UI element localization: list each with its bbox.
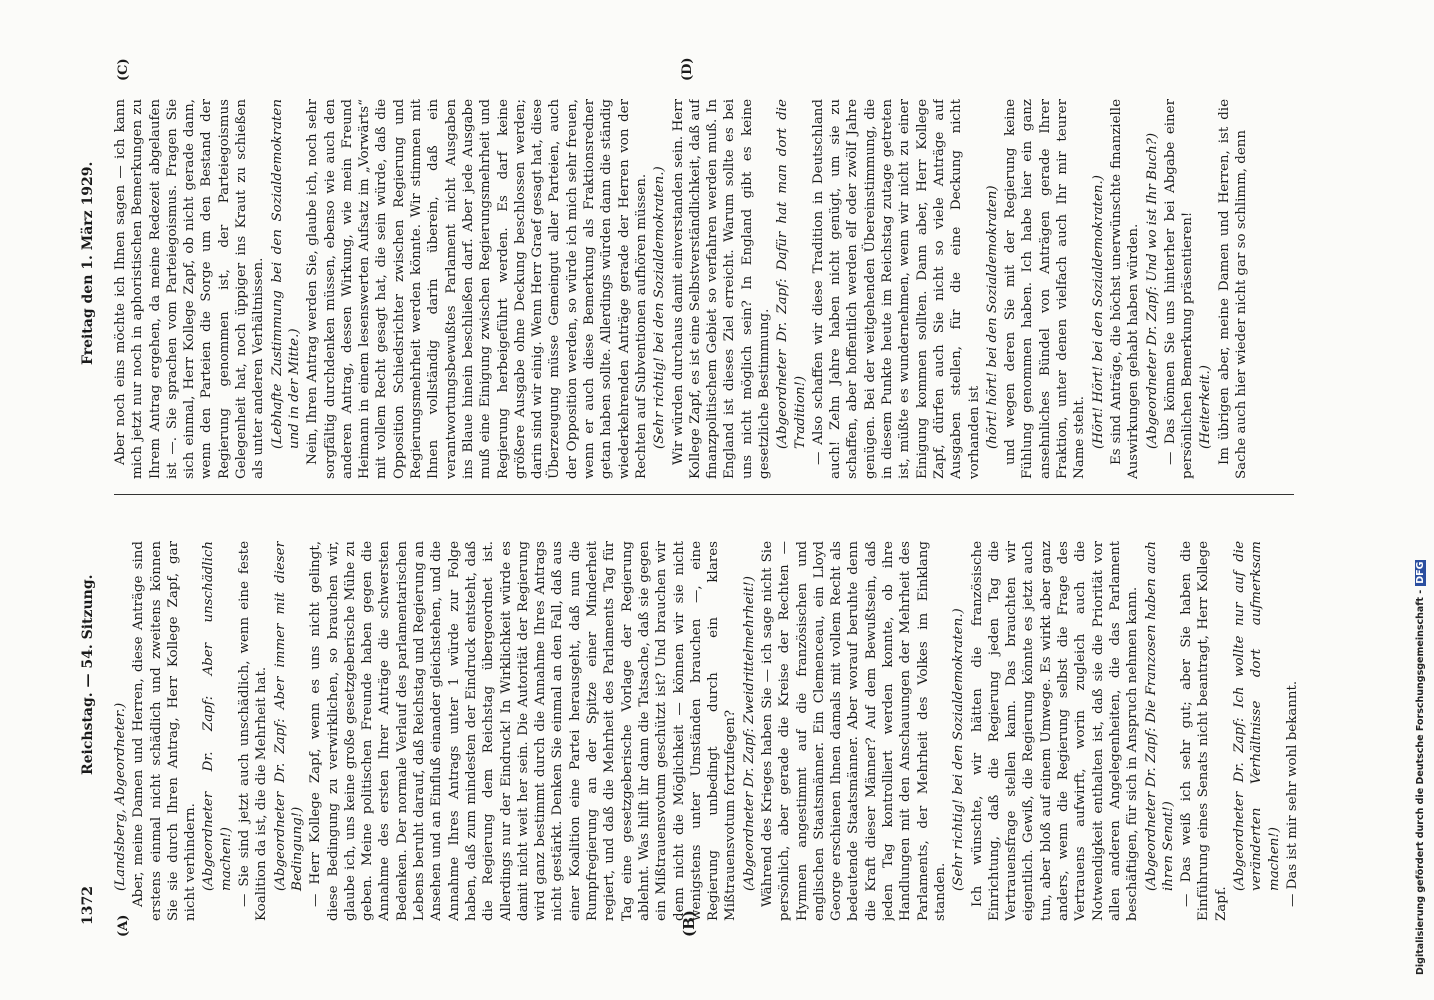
margin-mark-b: (B) (680, 910, 698, 937)
speech-paragraph: Es sind Anträge, die höchst unerwünschte finanzielle Auswirkungen gehabt haben würden. (1108, 99, 1142, 479)
credit-text: Digitalisierung gefördert durch die Deutsche Forschungsgemeinschaft - (1415, 589, 1426, 975)
speech-paragraph: Aber, meine Damen und Herren, diese Anträge sind erstens einmal nicht schädlich und zweitens können Sie sie durch Ihren Antrag, Herr Kollege Zapf, gar nicht verhindern. (131, 541, 199, 921)
left-column (112, 541, 1352, 921)
margin-mark-d: (D) (680, 57, 695, 81)
speech-paragraph: — Also schaffen wir diese Tradition in Deutschland auch! Zehn Jahre haben nicht genügt, um sie zu schaffen, aber hoffentlich werden elf oder zwölf Jahre genügen. Bei der weitgehenden Übereinstimmung, die in diesem Punkte heute im Reichstag zutage getreten ist, müßte es wundernehmen, wenn wir nicht zu einer Einigung kommen sollten. Dann aber, Herr Kollege Zapf, dürfen auch Sie nicht so viele Anträge auf Ausgaben stellen, für die eine Deckung nicht vorhanden ist (810, 99, 982, 479)
speech-paragraph: Aber noch eins möchte ich Ihnen sagen — ich kann mich jetzt nur noch in aphoristischen Bemerkungen zu Ihrem Antrag ergehen, da meine Redezeit abgelaufen ist —. Sie sprachen vom Parteiegoismus. Fragen Sie sich einmal, Herr Kollege Zapf, ob nicht gerade dann, wenn den Parteien die Sorge um den Bestand der Regierung genommen ist, der Parteiegoismus Gelegenheit hat, noch üppiger ins Kraut zu schießen als unter anderen Verhältnissen. (113, 99, 267, 479)
interjection-paragraph: (Abgeordneter Dr. Zapf: Dafür hat man dort die Tradition!) (775, 99, 808, 449)
speech-paragraph: — Herr Kollege Zapf, wenn es uns nicht gelingt, diese Bedingung zu verwirklichen, so brauchen wir, glaube ich, uns keine große gesetzgeberische Mühe zu geben. Meine politischen Freunde haben gegen die Annahme des ersten Ihrer Anträge die schwersten Bedenken. Der normale Verlauf des parlamentarischen Lebens beruht darauf, daß Reichstag und Regierung an Ansehen und an Einfluß einander gleichstehen, und die Annahme Ihres Antrags unter 1 würde zur Folge haben, daß zum mindesten der Eindruck entsteht, daß die Regierung dem Reichstag übergeordnet ist. Allerdings nur der Eindruck! In Wirklichkeit würde es damit nicht weit her sein. Die Autorität der Regierung wird ganz bestimmt durch die Annahme Ihres Antrags nicht gestärkt. Denken Sie einmal an den Fall, daß aus einer Koalition eine Partei herausgeht, daß nun die Rumpfregierung an der Spitze einer Minderheit regiert, und daß die Mehrheit des Parlaments Tag für Tag eine gesetzgeberische Vorlage der Regierung ablehnt. Was hilft ihr dann die Tatsache, daß sie gegen ein Mißtrauensvotum geschützt ist? Und brauchen wir denn nicht die Möglichkeit — können wir sie nicht wenigstens unter Umständen brauchen —, eine Regierung unbedingt durch ein klares Mißtrauensvotum fortzufegen? (308, 541, 739, 921)
interjection-paragraph: (Abgeordneter Dr. Zapf: Die Franzosen haben auch ihren Senat!) (1143, 541, 1176, 891)
speech-paragraph: — Sie sind jetzt auch unschädlich, wenn eine feste Koalition da ist, die die Mehrheit hat. (237, 541, 270, 921)
speech-paragraph: Nein, Ihren Antrag werden Sie, glaube ich, noch sehr sorgfältig durchdenken müssen, ebenso wie auch den anderen Antrag, dessen Wirkung, wie mein Freund Heimann in einem lesenswerten Aufsatz im „Vorwärts“ mit vollem Recht gesagt hat, die sein würde, daß die Opposition Schiedsrichter zwischen Regierung und Regierungsmehrheit werden könnte. Wir stimmen mit Ihnen vollständig darin überein, daß ein verantwortungsbewußtes Parlament nicht Ausgaben ins Blaue hinein beschließen darf. Aber jede Ausgabe muß eine Einigung zwischen Regierungsmehrheit und Regierung herbeigeführt werden. Es darf keine größere Ausgabe ohne Deckung beschlossen werden; darin sind wir einig. Wenn Herr Graef gesagt hat, diese Überzeugung müsse Gemeingut aller Parteien, auch der Opposition werden, so würde ich mich sehr freuen, wenn er auch diese Bemerkung als Fraktionsredner getan haben sollte. Allerdings würden dann die ständig wiederkehrenden Anträge gerade der Herren von der Rechten auf Subventionen aufhören müssen. (305, 99, 649, 479)
interjection-paragraph: (Heiterkeit.) (1198, 365, 1214, 449)
rotated-page-content (60, 55, 1380, 935)
interjection-paragraph: (Abgeordneter Dr. Zapf: Zweidrittelmehrheit!) (741, 576, 757, 891)
margin-mark-c: (C) (116, 58, 131, 81)
page-header (80, 65, 106, 925)
speech-paragraph: — Das ist mir sehr wohl bekannt. (1284, 680, 1300, 907)
speech-paragraph: Während des Krieges haben Sie — ich sage nicht Sie persönlich, aber gerade die Kreise der Rechten — Hymnen angestimmt auf die französischen und englischen Staatsmänner. Ein Clemenceau, ein Lloyd George erschienen Ihnen damals mit vollem Recht als bedeutende Staatsmänner. Aber worauf beruhte denn die Kraft dieser Männer? Auf dem Bewußtsein, daß jeden Tag kontrolliert werden konnte, ob ihre Handlungen mit den Anschauungen der Mehrheit des Parlaments, der Mehrheit des Volkes im Einklang standen. (759, 541, 948, 921)
dfg-credit-text (1415, 0, 1433, 975)
interjection-paragraph: (Hört! Hört! bei den Sozialdemokraten.) (1090, 175, 1106, 449)
speech-paragraph: — Das weiß ich sehr gut; aber Sie haben die Einführung eines Senats nicht beantragt, Herr Kollege Zapf. (1179, 541, 1229, 921)
speech-paragraph: und wegen deren Sie mit der Regierung keine Fühlung genommen haben. Ich habe hier ein ganz ansehnliches Bündel von Anträgen gerade Ihrer Fraktion, unter denen vielfach auch Ihr mir teurer Name steht. (1003, 99, 1088, 479)
dfg-logo: DFG (1415, 561, 1426, 584)
interjection-paragraph: (Sehr richtig! bei den Sozialdemokraten.) (951, 608, 967, 891)
interjection-paragraph: (Lebhafte Zustimmung bei den Sozialdemokraten und in der Mitte.) (269, 99, 302, 449)
dfg-credit-strip (1412, 0, 1434, 1000)
interjection-paragraph: (Sehr richtig! bei den Sozialdemokraten.) (652, 166, 668, 449)
page-number: 1372 (80, 886, 96, 925)
speech-paragraph: Wir würden durchaus damit einverstanden sein. Herr Kollege Zapf, es ist eine Selbstverständlichkeit, daß auf finanzpolitischem Gebiet so verfahren werden muß. In England ist dieses Ziel erreicht. Warum sollte es bei uns nicht möglich sein? In England gibt es keine gesetzliche Bestimmung. (670, 99, 772, 479)
interjection-paragraph: (Landsberg, Abgeordneter.) (113, 702, 128, 891)
interjection-paragraph: (hört! hört! bei den Sozialdemokraten) (984, 185, 1000, 449)
speech-paragraph: Ich wünschte, wir hätten die französische Einrichtung, daß die Regierung jeden Tag die Vertrauensfrage stellen kann. Das brauchten wir eigentlich. Gewiß, die Regierung könnte es jetzt auch tun, aber bloß auf einem Umwege. Es wirkt aber ganz anders, wenn die Regierung selbst die Frage des Vertrauens aufwirft, worin zugleich auch die Notwendigkeit enthalten ist, daß sie die Priorität vor allen anderen Angelegenheiten, die das Parlament beschäftigen, für sich in Anspruch nehmen kann. (969, 541, 1141, 921)
interjection-paragraph: (Abgeordneter Dr. Zapf: Ich wollte nur auf die veränderten Verhältnisse dort aufmerksam machen!) (1232, 541, 1282, 891)
interjection-paragraph: (Abgeordneter Dr. Zapf: Aber unschädlich machen!) (201, 541, 234, 891)
margin-mark-a: (A) (116, 914, 131, 937)
interjection-paragraph: (Abgeordneter Dr. Zapf: Und wo ist Ihr Buch?) (1144, 132, 1160, 449)
session-title: Reichstag. — 54. Sitzung. (80, 574, 96, 775)
session-date: Freitag den 1. März 1929. (80, 161, 96, 365)
speech-paragraph: — Das können Sie uns hinterher bei Abgabe einer persönlichen Bemerkung präsentieren! (1162, 99, 1196, 479)
interjection-paragraph: (Abgeordneter Dr. Zapf: Aber immer mit dieser Bedingung!) (272, 541, 305, 891)
speech-paragraph: Im übrigen aber, meine Damen und Herren, ist die Sache auch hier wieder nicht gar so schlimm, denn (1216, 99, 1249, 479)
column-divider (114, 494, 1294, 495)
right-column (112, 99, 1352, 479)
